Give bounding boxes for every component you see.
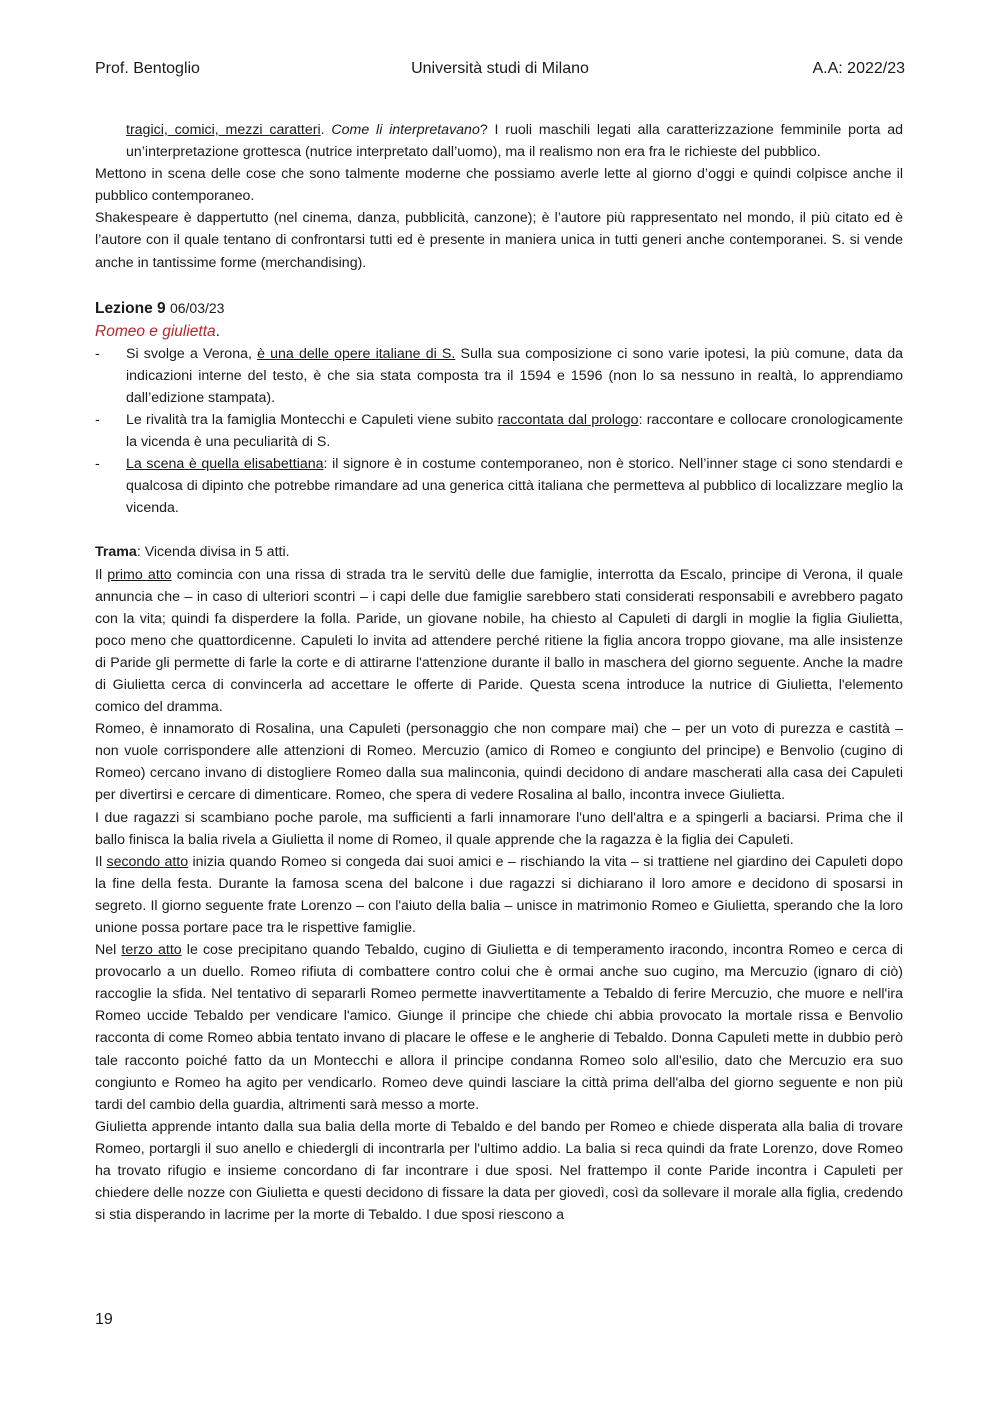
dash-bullet: -: [95, 411, 100, 428]
intro-paragraph-3: Shakespeare è dappertutto (nel cinema, danza, pubblicità, canzone); è l’autore più rappresentato nel mondo, il più citato ed è l’autore con il quale tentano di confrontarsi tutti ed è presente in maniera unica in tutti generi anche contemporanei. S. si vende anche in tantissime forme (merchandising).: [95, 210, 903, 271]
intro-paragraph-2: Mettono in scena delle cose che sono talmente moderne che possiamo averle lette al giorno d’oggi e quindi colpisce anche il pubblico contemporaneo.: [95, 166, 903, 205]
text-run: Nel: [95, 942, 122, 959]
plot-paragraph-act-2: [95, 851, 903, 939]
underlined-phrase: La scena è quella elisabettiana: [126, 456, 324, 473]
header-professor: Prof. Bentoglio: [95, 60, 200, 77]
subtitle-dot: .: [215, 322, 220, 340]
plot-paragraph-romeo: Romeo, è innamorato di Rosalina, una Capuleti (personaggio che non compare mai) che – per un voto di purezza e castità – non vuole corrispondere alle attenzioni di Romeo. Mercuzio (amico di Romeo e congiunto del principe) e Benvolio (cugino di Romeo) cercano invano di distogliere Romeo dalla sua malinconia, quindi decidono di andare mascherati alla casa dei Capuleti per divertirsi e cercare di dimenticare. Romeo, che spera di vedere Rosalina al ballo, incontra invece Giulietta.: [95, 721, 903, 804]
text-run: Sulla sua composizione ci sono varie ipotesi, la più comune, data da indicazioni interne del testo, è che sia stata composta tra il 1594 e 1596 (non lo sa nessuno in realtà, lo apprendiamo dall’edizione stampata).: [126, 345, 903, 406]
page-header: [95, 60, 905, 84]
page-body: [95, 119, 903, 1226]
underlined-phrase: terzo atto: [121, 942, 182, 959]
text-run: Si svolge a Verona,: [126, 345, 258, 362]
italic-question: Come li interpretavano: [331, 122, 480, 138]
lesson-subtitle: [95, 321, 903, 343]
header-academic-year: A.A: 2022/23: [812, 60, 905, 77]
text-run: comincia con una rissa di strada tra le servitù delle due famiglie, interrotta da Escalo, principe di Verona, il quale annuncia che – in caso di ulteriori scontri – i capi delle due famiglie sarebbero stati considerati responsabili e avrebbero pagato con la vita; quindi fa disperdere la folla. Paride, un giovane nobile, ha chiesto al Capuleti di dargli in moglie la figlia Giulietta, poco meno che quattordicenne. Capuleti lo invita ad attendere perché ritiene la figlia ancora troppo giovane, ma alle insistenze di Paride gli permette di farle la corte e di attirarne l'attenzione durante il ballo in maschera del giorno seguente. Anche la madre di Giulietta cerca di convincerla ad accettare le offerte di Paride. Questa scena introduce la nutrice di Giulietta, l'elemento comico del dramma.: [95, 566, 903, 716]
lesson-title: Lezione 9: [95, 299, 166, 317]
text-run: .: [320, 122, 332, 138]
spacer: [95, 274, 903, 296]
spacer: [95, 519, 903, 541]
lesson-date: 06/03/23: [169, 299, 225, 316]
plot-paragraph-giulietta: Giulietta apprende intanto dalla sua balia della morte di Tebaldo e del bando per Romeo e chiede disperata alla balia di trovare Romeo, portargli il suo anello e chiedergli di incontrarla per l'ultimo addio. La balia si reca quindi da frate Lorenzo, dove Romeo ha trovato rifugio e insieme concordano di far incontrare i due sposi. Nel frattempo il conte Paride incontra i Capuleti per chiedere delle nozze con Giulietta e questi decidono di fissare la data per giovedì, così da sollevare il morale alla figlia, credendo si stia disperando in lacrime per la morte di Tebaldo. I due sposi riescono a: [95, 1118, 903, 1224]
text-run: Il: [95, 853, 107, 870]
underlined-phrase: è una delle opere italiane di S.: [257, 345, 456, 362]
plot-paragraph-act-3: [95, 939, 903, 1116]
underlined-phrase: secondo atto: [106, 853, 189, 870]
text-run: : raccontare e collocare cronologicamente la vicenda è una peculiarità di S.: [126, 411, 903, 451]
lesson-heading: [95, 296, 903, 321]
list-item: [95, 343, 903, 409]
trama-text: : Vicenda divisa in 5 atti.: [136, 544, 290, 561]
page-number: 19: [95, 1311, 113, 1328]
plot-paragraph-ballo: I due ragazzi si scambiano poche parole, ma sufficienti a farli innamorare l'uno dell'altra e a spingerli a baciarsi. Prima che il ballo finisca la balia rivela a Giulietta il nome di Romeo, il quale apprende che la ragazza è la figlia dei Capuleti.: [95, 809, 903, 848]
underlined-phrase: primo atto: [107, 566, 172, 583]
text-run: : il signore è in costume contemporaneo, non è storico. Nell’inner stage ci sono stendardi e qualcosa di dipinto che potrebbe rimandare ad una generica città italiana che permetteva al pubblico di localizzare meglio la vicenda.: [126, 456, 903, 517]
underlined-phrase: raccontata dal prologo: [497, 411, 639, 428]
plot-paragraph-act-1: [95, 564, 903, 719]
dash-bullet: -: [95, 345, 100, 362]
intro-paragraph-1: [95, 119, 903, 163]
dash-bullet: -: [95, 456, 100, 473]
text-run: Le rivalità tra la famiglia Montecchi e Capuleti viene subito: [126, 411, 498, 428]
bullet-list: [95, 343, 903, 520]
underlined-phrase: tragici, comici, mezzi caratteri: [126, 122, 321, 138]
trama-label: Trama: [95, 544, 137, 561]
text-run: inizia quando Romeo si congeda dai suoi amici e – rischiando la vita – si trattiene nel giardino dei Capuleti dopo la fine della festa. Durante la famosa scena del balcone i due ragazzi si dichiarano il loro amore e decidono di sposarsi in segreto. Il giorno seguente frate Lorenzo – con l'aiuto della balia – unisce in matrimonio Romeo e Giulietta, sperando che la loro unione possa portare pace tra le rispettive famiglie.: [95, 853, 903, 936]
text-run: ? I ruoli maschili legati alla caratterizzazione femminile porta ad un’interpretazione grottesca (nutrice interpretato dall’uomo), ma il realismo non era fra le richieste del pubblico.: [126, 122, 903, 161]
text-run: Il: [95, 566, 108, 583]
trama-heading: [95, 541, 903, 563]
list-item: [95, 409, 903, 453]
subtitle-text: Romeo e giulietta: [95, 322, 216, 340]
header-university: Università studi di Milano: [411, 60, 589, 77]
text-run: le cose precipitano quando Tebaldo, cugino di Giulietta e di temperamento iracondo, incontra Romeo e cerca di provocarlo a un duello. Romeo rifiuta di combattere contro colui che è ormai anche suo cugino, ma Mercuzio (ignaro di ciò) raccoglie la sfida. Nel tentativo di separarli Romeo permette inavvertitamente a Tebaldo di ferire Mercuzio, che muore e nell'ira Romeo uccide Tebaldo per vendicare l'amico. Giunge il principe che chiede chi abbia provocato la mortale rissa e Benvolio racconta di come Romeo abbia tentato invano di placare le offese e le angherie di Tebaldo. Donna Capuleti mette in dubbio però tale racconto poiché fatto da un Montecchi e allora il principe condanna Romeo solo all'esilio, dato che Mercuzio era suo congiunto e Romeo ha agito per vendicarlo. Romeo deve quindi lasciare la città prima dell'alba del giorno seguente e non più tardi del cambio della guardia, altrimenti sarà messo a morte.: [95, 942, 904, 1113]
list-item: [95, 453, 903, 519]
